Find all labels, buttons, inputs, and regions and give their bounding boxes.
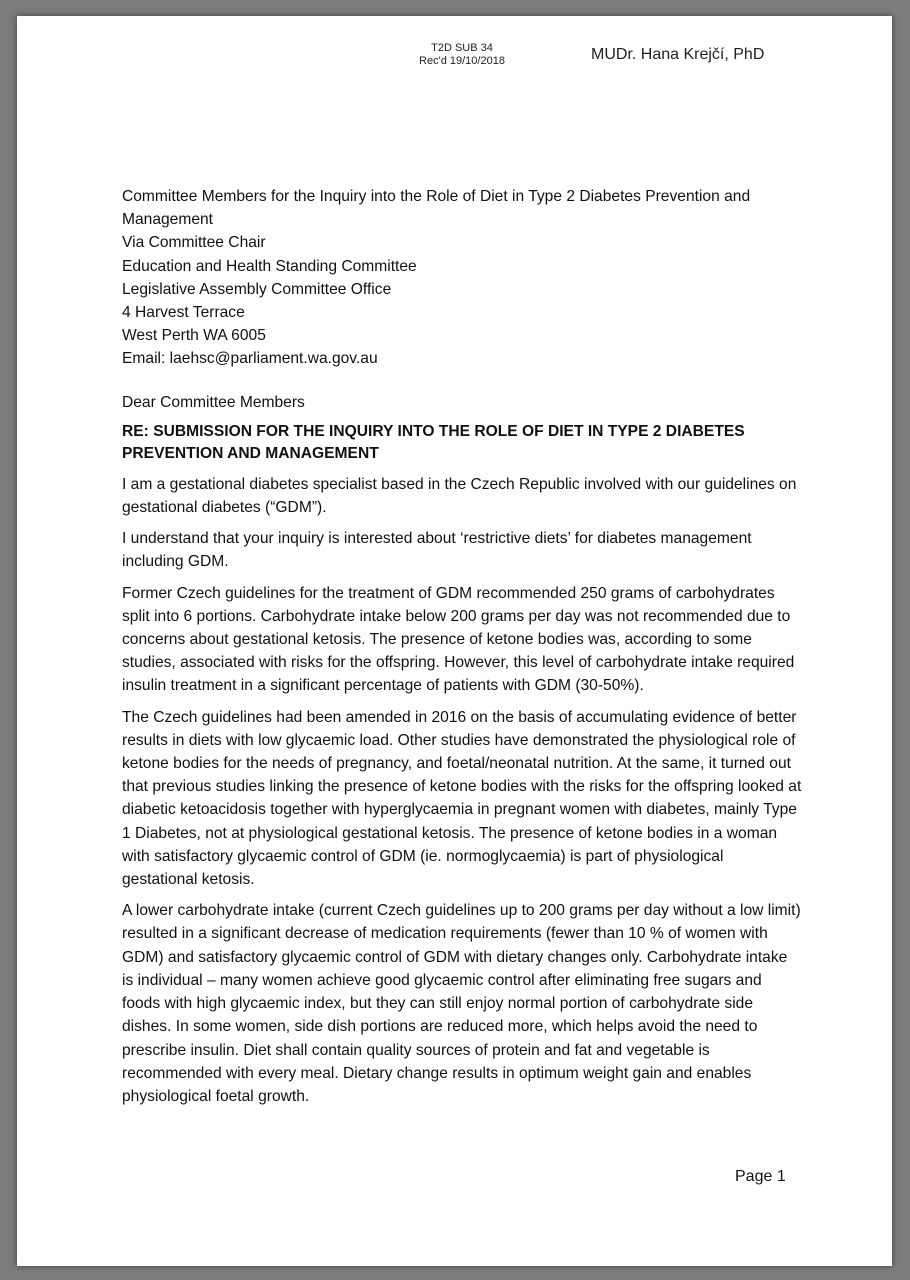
stamp-submission-number: T2D SUB 34 (431, 42, 493, 54)
body-paragraph: A lower carbohydrate intake (current Czech guidelines up to 200 grams per day without a low limit) resulted in a significant decrease of medication requirements (fewer than 10 % of women with GDM) and satisfactory glycaemic control of GDM with dietary changes only. Carbohydrate intake is individual – many women achieve good glycaemic control after eliminating free sugars and foods with high glycaemic index, but they can still enjoy normal portion of carbohydrate side dishes. In some women, side dish portions are reduced more, which helps avoid the need to prescribe insulin. Diet shall contain quality sources of protein and fat and vegetable is recommended with every meal. Dietary change results in optimum weight gain and enables physiological foetal growth. (122, 902, 801, 1105)
body-paragraph: I understand that your inquiry is interested about ‘restrictive diets’ for diabetes management including GDM. (122, 530, 752, 571)
address-line: Legislative Assembly Committee Office (122, 280, 392, 298)
address-line: 4 Harvest Terrace (122, 304, 245, 322)
author-name: MUDr. Hana Krejčí, PhD (591, 46, 765, 63)
address-line: Education and Health Standing Committee (122, 257, 417, 275)
stamp-received-date: Rec'd 19/10/2018 (419, 55, 505, 67)
received-stamp (407, 42, 517, 68)
address-email: Email: laehsc@parliament.wa.gov.au (122, 350, 378, 368)
address-line: West Perth WA 6005 (122, 327, 266, 345)
body-paragraph: Former Czech guidelines for the treatment of GDM recommended 250 grams of carbohydrates split into 6 portions. Carbohydrate intake below 200 grams per day was not recommended due to concerns about gestational ketosis. The presence of ketone bodies was, according to some studies, associated with risks for the offspring. However, this level of carbohydrate intake required insulin treatment in a significant percentage of patients with GDM (30-50%). (122, 584, 795, 695)
document-page (17, 16, 892, 1266)
salutation: Dear Committee Members (122, 393, 305, 411)
address-line: Via Committee Chair (122, 234, 266, 252)
letter-body (122, 185, 802, 1108)
subject-line: RE: SUBMISSION FOR THE INQUIRY INTO THE ROLE OF DIET IN TYPE 2 DIABETES PREVENTION AND MANAGEMENT (122, 422, 745, 462)
page-number: Page 1 (735, 1168, 786, 1185)
body-paragraph: The Czech guidelines had been amended in 2016 on the basis of accumulating evidence of better results in diets with low glycaemic load. Other studies have demonstrated the physiological role of ketone bodies for the needs of pregnancy, and foetal/neonatal nutrition. At the same, it turned out that previous studies linking the presence of ketone bodies with the risks for the offspring looked at diabetic ketoacidosis together with hyperglycaemia in pregnant women with diabetes, mainly Type 1 Diabetes, not at physiological gestational ketosis. The presence of ketone bodies in a woman with satisfactory glycaemic control of GDM (ie. normoglycaemia) is part of physiological gestational ketosis. (122, 708, 802, 889)
recipient-address (122, 185, 802, 371)
body-paragraph: I am a gestational diabetes specialist based in the Czech Republic involved with our guidelines on gestational diabetes (“GDM”). (122, 475, 797, 517)
address-line: Committee Members for the Inquiry into the Role of Diet in Type 2 Diabetes Prevention and Management (122, 188, 751, 229)
